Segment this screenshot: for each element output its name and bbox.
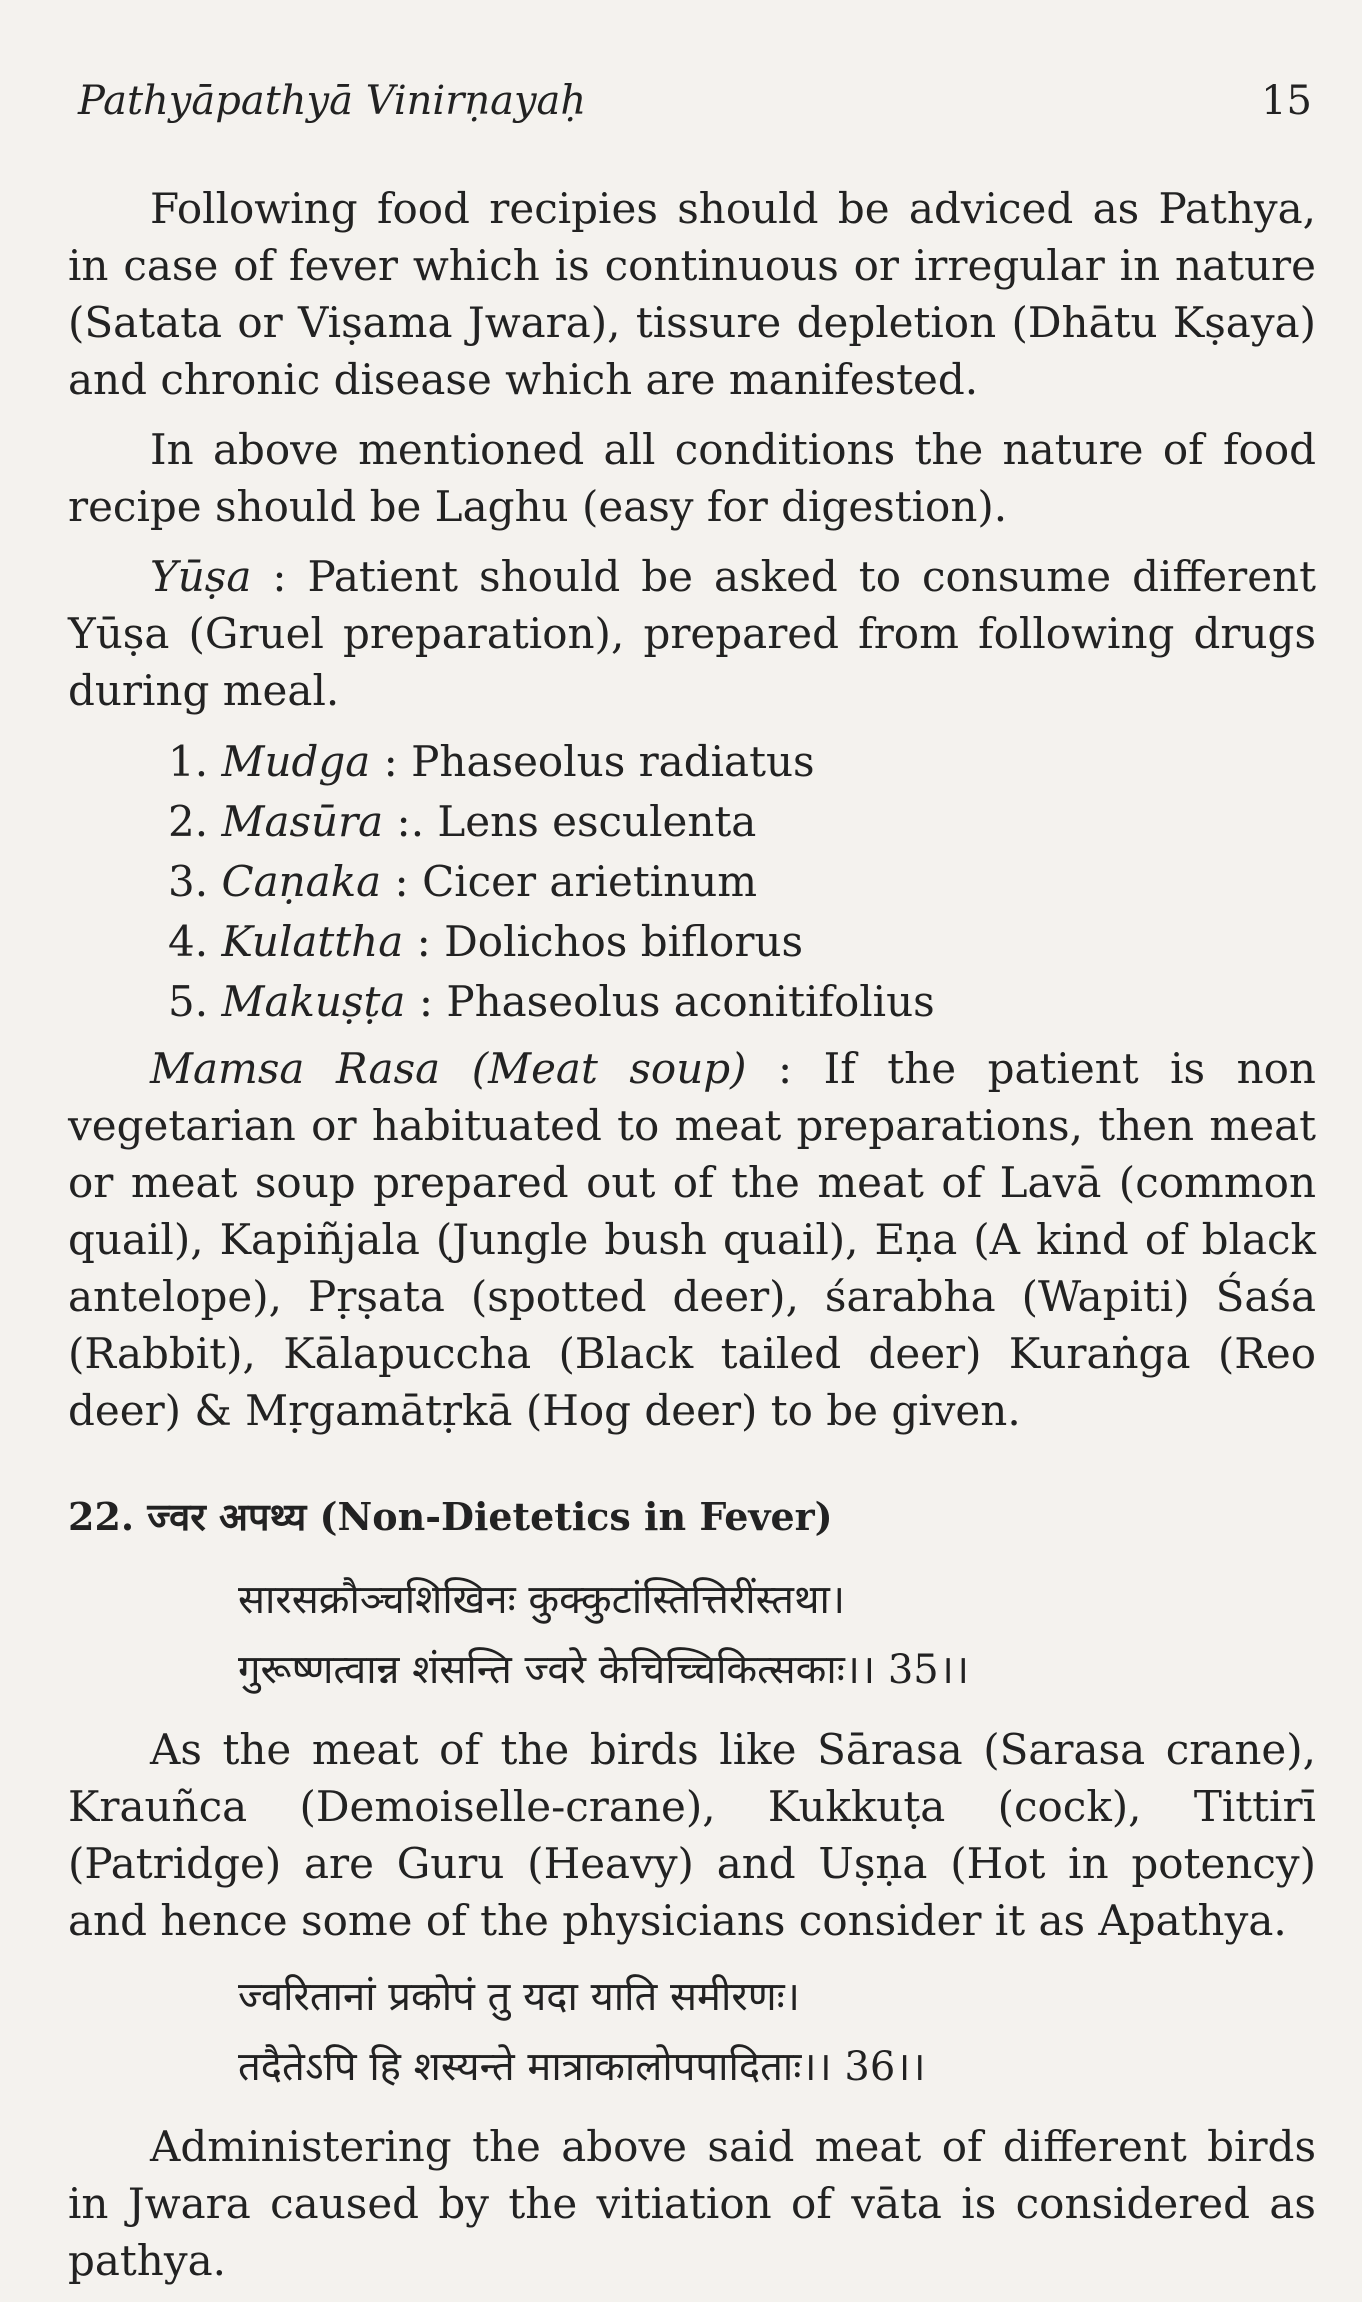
paragraph-yusa [68, 548, 1316, 719]
verse-line: ज्वरितानां प्रकोपं तु यदा याति समीरणः। [238, 1974, 800, 2020]
drug-botanical-name: Dolichos biflorus [444, 917, 804, 966]
verse-line: तदैतेऽपि हि शस्यन्ते मात्राकालोपपादिताः।। 36।। [238, 2044, 926, 2090]
meat-soup-description: : If the patient is non vegetarian or habituated to meat preparations, then meat or meat soup prepared out of the meat of Lavā (common quail), Kapiñjala (Jungle bush quail), Eṇa (A kind of black antelope), Pṛṣata (spotted deer), śarabha (Wapiti) Śaśa (Rabbit), Kālapuccha (Black tailed deer) Kuraṅga (Reo deer) & Mṛgamātṛkā (Hog deer) to be given. [68, 1044, 1316, 1435]
term-yusa: Yūṣa [150, 552, 252, 601]
list-item [168, 912, 1316, 972]
separator: : [405, 977, 447, 1026]
drug-term: Makuṣṭa [221, 977, 406, 1026]
running-title: Pathyāpathyā Vinirṇayaḥ [78, 78, 587, 124]
list-item [168, 972, 1316, 1032]
list-number: 4. [168, 917, 209, 966]
list-number: 3. [168, 857, 209, 906]
drug-term: Caṇaka [221, 857, 382, 906]
separator: : [403, 917, 445, 966]
list-number: 2. [168, 797, 209, 846]
drug-term: Mudga [221, 737, 371, 786]
term-mamsa-rasa: Mamsa Rasa (Meat soup) [150, 1044, 747, 1093]
page-number: 15 [1261, 78, 1312, 124]
list-number: 5. [168, 977, 209, 1026]
sanskrit-verse-35 [68, 1565, 1316, 1705]
list-item [168, 732, 1316, 792]
list-item [168, 852, 1316, 912]
page-header [78, 78, 1312, 138]
drug-botanical-name: Cicer arietinum [422, 857, 758, 906]
sanskrit-verse-36 [68, 1962, 1316, 2102]
drug-botanical-name: Phaseolus radiatus [411, 737, 815, 786]
separator: : [381, 857, 423, 906]
paragraph-pathya-fever: Following food recipies should be adviced as Pathya, in case of fever which is continuous or irregular in nature (Satata or Viṣama Jwara), tissure depletion (Dhātu Kṣaya) and chronic disease which are manifested. [68, 184, 1316, 404]
list-item [168, 792, 1316, 852]
paragraph-verse-35-translation: As the meat of the birds like Sārasa (Sarasa crane), Krauñca (Demoiselle-crane), Kukkuṭa (cock), Tittirī (Patridge) are Guru (Heavy) and Uṣṇa (Hot in potency) and hence some of the physicians consider it as Apathya. [68, 1725, 1316, 1945]
page-body [68, 180, 1316, 2302]
paragraph-meat-soup [68, 1040, 1316, 1439]
drug-list [68, 732, 1316, 1032]
list-number: 1. [168, 737, 209, 786]
drug-botanical-name: Phaseolus aconitifolius [446, 977, 935, 1026]
paragraph-laghu: In above mentioned all conditions the nature of food recipe should be Laghu (easy for digestion). [68, 425, 1316, 531]
section-heading-22: 22. ज्वर अपथ्य (Non-Dietetics in Fever) [68, 1494, 833, 1539]
verse-line: गुरूष्णत्वान्न शंसन्ति ज्वरे केचिच्चिकित्सकाः।। 35।। [238, 1647, 970, 1693]
paragraph-verse-36-translation: Administering the above said meat of different birds in Jwara caused by the vitiation of vāta is considered as pathya. [68, 2122, 1316, 2285]
drug-term: Kulattha [221, 917, 404, 966]
drug-term: Masūra [221, 797, 384, 846]
drug-botanical-name: Lens esculenta [437, 797, 757, 846]
yusa-description: : Patient should be asked to consume different Yūṣa (Gruel preparation), prepared from following drugs during meal. [68, 552, 1316, 715]
verse-line: सारसक्रौञ्चशिखिनः कुक्कुटांस्तित्तिरींस्तथा। [238, 1577, 846, 1623]
separator: :. [383, 797, 438, 846]
separator: : [370, 737, 412, 786]
